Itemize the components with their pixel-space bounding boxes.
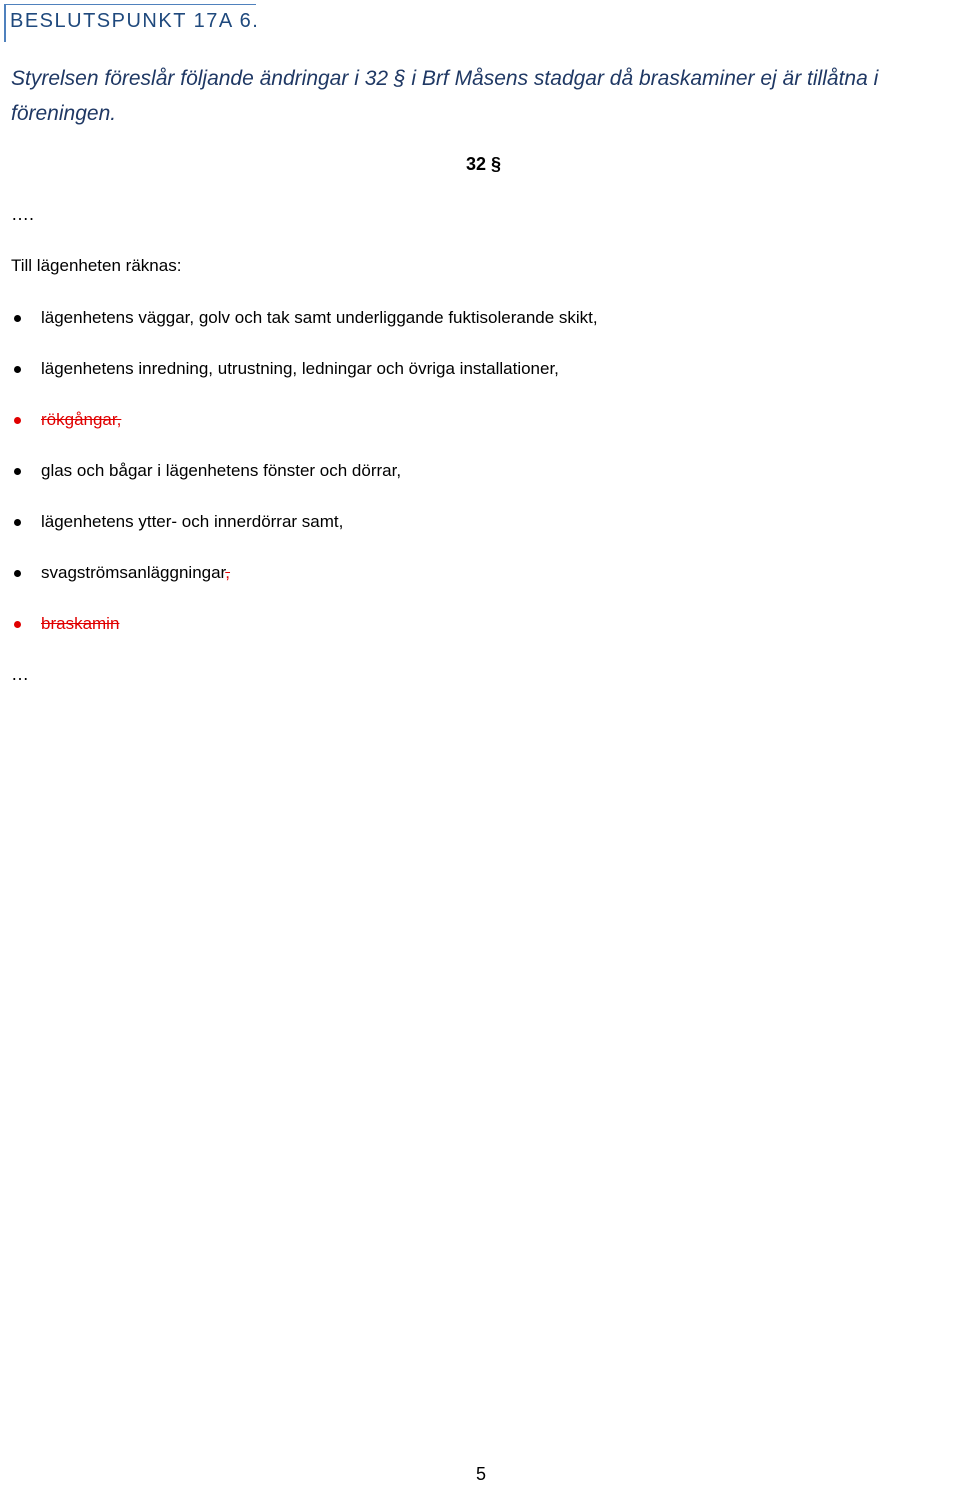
list-item-text: lägenhetens väggar, golv och tak samt underliggande fuktisolerande skikt,	[41, 308, 598, 327]
list-item-text-deleted: rökgångar,	[41, 410, 122, 429]
list-item-text	[41, 563, 230, 583]
list-item-text: glas och bågar i lägenhetens fönster och dörrar,	[41, 461, 402, 480]
list-item	[11, 306, 598, 330]
leading-ellipsis: ….	[11, 204, 35, 224]
list-intro: Till lägenheten räknas:	[11, 256, 182, 275]
page-number: 5	[476, 1464, 487, 1484]
bullet-icon	[14, 315, 21, 322]
trailing-ellipsis: …	[11, 664, 29, 684]
list-item-text: lägenhetens ytter- och innerdörrar samt,	[41, 512, 344, 531]
list-item	[11, 510, 343, 534]
list-item	[11, 561, 230, 585]
list-item	[11, 357, 559, 381]
list-item-deleted	[11, 408, 121, 432]
list-item	[11, 459, 401, 483]
bullet-icon	[14, 570, 21, 577]
page-heading: BESLUTSPUNKT 17A 6.	[10, 10, 260, 32]
deleted-comma: ,	[225, 563, 231, 582]
list-item-text: lägenhetens inredning, utrustning, ledningar och övriga installationer,	[41, 359, 559, 378]
bullet-icon	[14, 366, 21, 373]
bullet-icon	[14, 519, 21, 526]
intro-paragraph: Styrelsen föreslår följande ändringar i 32 § i Brf Måsens stadgar då braskaminer ej är tillåtna i föreningen.	[11, 67, 879, 125]
bullet-icon	[14, 621, 21, 628]
list-item-deleted	[11, 612, 119, 636]
list-item-text-deleted: braskamin	[41, 614, 120, 633]
section-title: 32 §	[466, 154, 502, 174]
list-item-text-main: svagströmsanläggningar	[41, 563, 226, 582]
bullet-icon	[14, 468, 21, 475]
bullet-icon	[14, 417, 21, 424]
